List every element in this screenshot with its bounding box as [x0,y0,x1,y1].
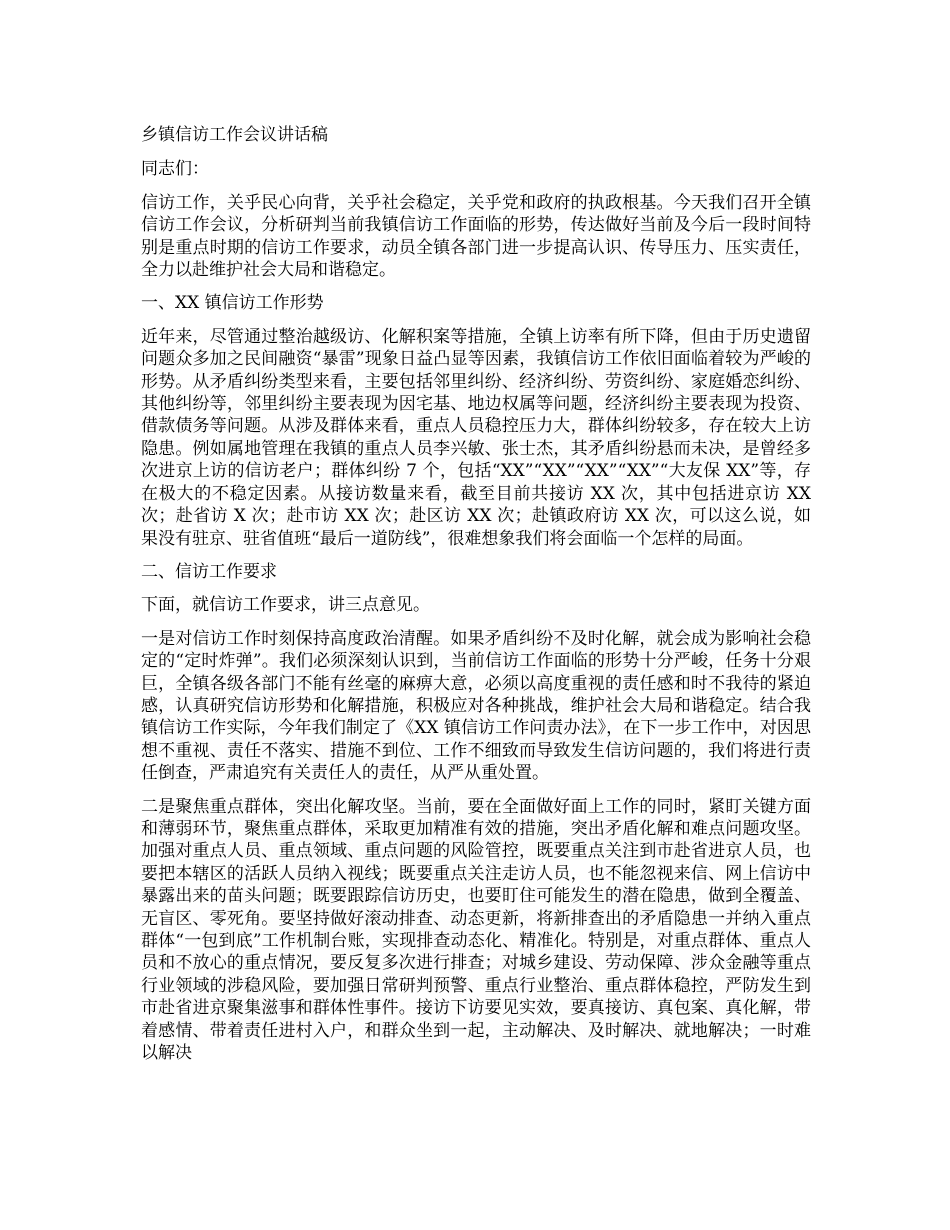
document-title: 乡镇信访工作会议讲话稿 [141,125,328,145]
requirements-intro: 下面，就信访工作要求，讲三点意见。 [141,595,430,616]
section-heading-requirements: 二、信访工作要求 [141,561,277,582]
point-one-paragraph: 一是对信访工作时刻保持高度政治清醒。如果矛盾纠纷不及时化解，就会成为影响社会稳定的“定时炸弹”。我们必须深刻认识到，当前信访工作面临的形势十分严峻，任务十分艰巨，全镇各级各部门不能有丝毫的麻痹大意，必须以高度重视的责任感和时不我待的紧迫感，认真研究信访形势和化解措施，积极应对各种挑战，维护社会大局和谐稳定。结合我镇信访工作实际，今年我们制定了《XX 镇信访工作问责办法》，在下一步工作中，对因思想不重视、责任不落实、措施不到位、工作不细致而导致发生信访问题的，我们将进行责任倒查，严肃追究有关责任人的责任，从严从重处置。 [141,628,811,784]
intro-paragraph: 信访工作，关乎民心向背，关乎社会稳定，关乎党和政府的执政根基。今天我们召开全镇信访工作会议，分析研判当前我镇信访工作面临的形势，传达做好当前及今后一段时间特别是重点时期的信访工作要求，动员全镇各部门进一步提高认识、传导压力、压实责任，全力以赴维护社会大局和谐稳定。 [141,192,811,281]
salutation: 同志们： [141,159,209,180]
situation-paragraph: 近年来，尽管通过整治越级访、化解积案等措施，全镇上访率有所下降，但由于历史遗留问题众多加之民间融资“暴雷”现象日益凸显等因素，我镇信访工作依旧面临着较为严峻的形势。从矛盾纠纷类型来看，主要包括邻里纠纷、经济纠纷、劳资纠纷、家庭婚恋纠纷、其他纠纷等，邻里纠纷主要表现为因宅基、地边权属等问题，经济纠纷主要表现为投资、借款债务等问题。从涉及群体来看，重点人员稳控压力大，群体纠纷较多，存在较大上访隐患。例如属地管理在我镇的重点人员李兴敏、张士杰，其矛盾纠纷悬而未决，是曾经多次进京上访的信访老户；群体纠纷 7 个，包括“XX”“XX”“XX”“XX”“大友保 XX”等，存在极大的不稳定因素。从接访数量来看，截至目前共接访 XX 次，其中包括进京访 XX 次；赴省访 X 次；赴市访 XX 次；赴区访 XX 次；赴镇政府访 XX 次，可以这么说，如果没有驻京、驻省值班“最后一道防线”，很难想象我们将会面临一个怎样的局面。 [141,326,811,549]
section-heading-situation: 一、XX 镇信访工作形势 [141,293,324,314]
point-two-paragraph: 二是聚焦重点群体，突出化解攻坚。当前，要在全面做好面上工作的同时，紧盯关键方面和薄弱环节，聚焦重点群体，采取更加精准有效的措施，突出矛盾化解和难点问题攻坚。加强对重点人员、重点领域、重点问题的风险管控，既要重点关注到市赴省进京人员，也要把本辖区的活跃人员纳入视线；既要重点关注走访人员，也不能忽视来信、网上信访中暴露出来的苗头问题；既要跟踪信访历史，也要盯住可能发生的潜在隐患，做到全覆盖、无盲区、零死角。要坚持做好滚动排查、动态更新，将新排查出的矛盾隐患一并纳入重点群体“一包到底”工作机制台账，实现排查动态化、精准化。特别是，对重点群体、重点人员和不放心的重点情况，要反复多次进行排查；对城乡建设、劳动保障、涉众金融等重点行业领域的涉稳风险，要加强日常研判预警、重点行业整治、重点群体稳控，严防发生到市赴省进京聚集滋事和群体性事件。接访下访要见实效，要真接访、真包案、真化解，带着感情、带着责任进村入户，和群众坐到一起，主动解决、及时解决、就地解决；一时难以解决 [141,796,811,1064]
document-page [141,124,811,1075]
